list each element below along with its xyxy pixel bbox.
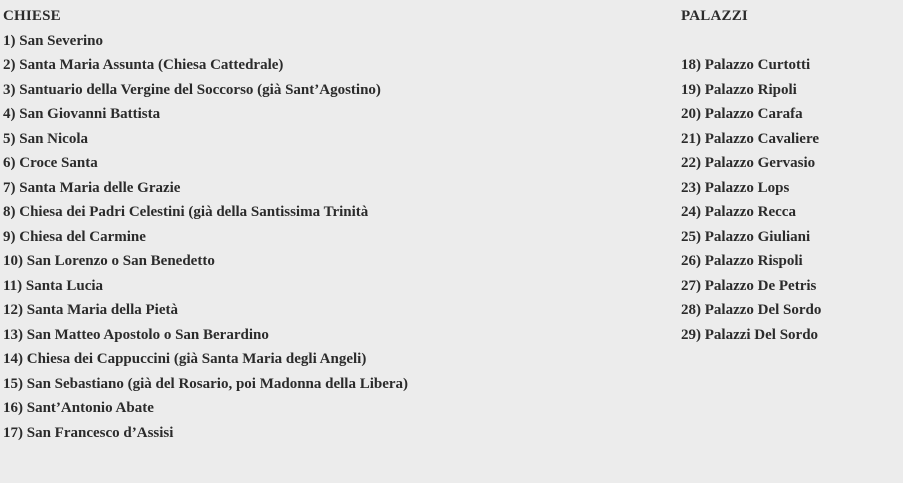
chiese-list-item: 3) Santuario della Vergine del Soccorso (già Sant’Agostino) <box>3 81 381 98</box>
chiese-list-item: 16) Sant’Antonio Abate <box>3 400 154 416</box>
chiese-list-item: 2) Santa Maria Assunta (Chiesa Cattedrale) <box>3 57 284 73</box>
chiese-list-item: 15) San Sebastiano (già del Rosario, poi Madonna della Libera) <box>3 375 409 392</box>
palazzi-list-item: 29) Palazzi Del Sordo <box>681 326 819 343</box>
chiese-list-item: 6) Croce Santa <box>3 155 98 171</box>
chiese-list-item: 1) San Severino <box>3 32 104 49</box>
chiese-list-item: 7) Santa Maria delle Grazie <box>3 179 181 196</box>
palazzi-list-item: 24) Palazzo Recca <box>681 204 796 220</box>
chiese-list-item: 8) Chiesa dei Padri Celestini (già della Santissima Trinità <box>3 204 369 220</box>
palazzi-list-item: 23) Palazzo Lops <box>681 179 790 196</box>
palazzi-list-item: 20) Palazzo Carafa <box>681 106 803 122</box>
chiese-heading: CHIESE <box>3 8 61 24</box>
palazzi-list-item: 22) Palazzo Gervasio <box>681 155 816 171</box>
chiese-list <box>3 29 643 446</box>
palazzi-list-item: 25) Palazzo Giuliani <box>681 228 811 245</box>
chiese-list-item: 13) San Matteo Apostolo o San Berardino <box>3 326 269 343</box>
palazzi-list-item: 18) Palazzo Curtotti <box>681 57 811 73</box>
palazzi-list-item: 26) Palazzo Rispoli <box>681 253 803 269</box>
palazzi-heading: PALAZZI <box>681 8 748 24</box>
chiese-list-item: 17) San Francesco d’Assisi <box>3 424 174 441</box>
chiese-list-item: 10) San Lorenzo o San Benedetto <box>3 253 215 269</box>
chiese-list-item: 14) Chiesa dei Cappuccini (già Santa Maria degli Angeli) <box>3 351 367 367</box>
chiese-list-item: 5) San Nicola <box>3 130 89 147</box>
palazzi-list-item: 21) Palazzo Cavaliere <box>681 130 820 147</box>
chiese-list-item: 12) Santa Maria della Pietà <box>3 302 178 318</box>
palazzi-spacer <box>681 29 901 54</box>
chiese-list-item: 4) San Giovanni Battista <box>3 106 161 122</box>
palazzi-list-item: 27) Palazzo De Petris <box>681 277 817 294</box>
palazzi-list <box>681 53 901 347</box>
palazzi-list-item: 28) Palazzo Del Sordo <box>681 302 822 318</box>
palazzi-column <box>681 4 901 347</box>
chiese-list-item: 11) Santa Lucia <box>3 277 104 294</box>
palazzi-list-item: 19) Palazzo Ripoli <box>681 81 797 98</box>
chiese-column <box>3 4 643 445</box>
chiese-list-item: 9) Chiesa del Carmine <box>3 228 146 245</box>
